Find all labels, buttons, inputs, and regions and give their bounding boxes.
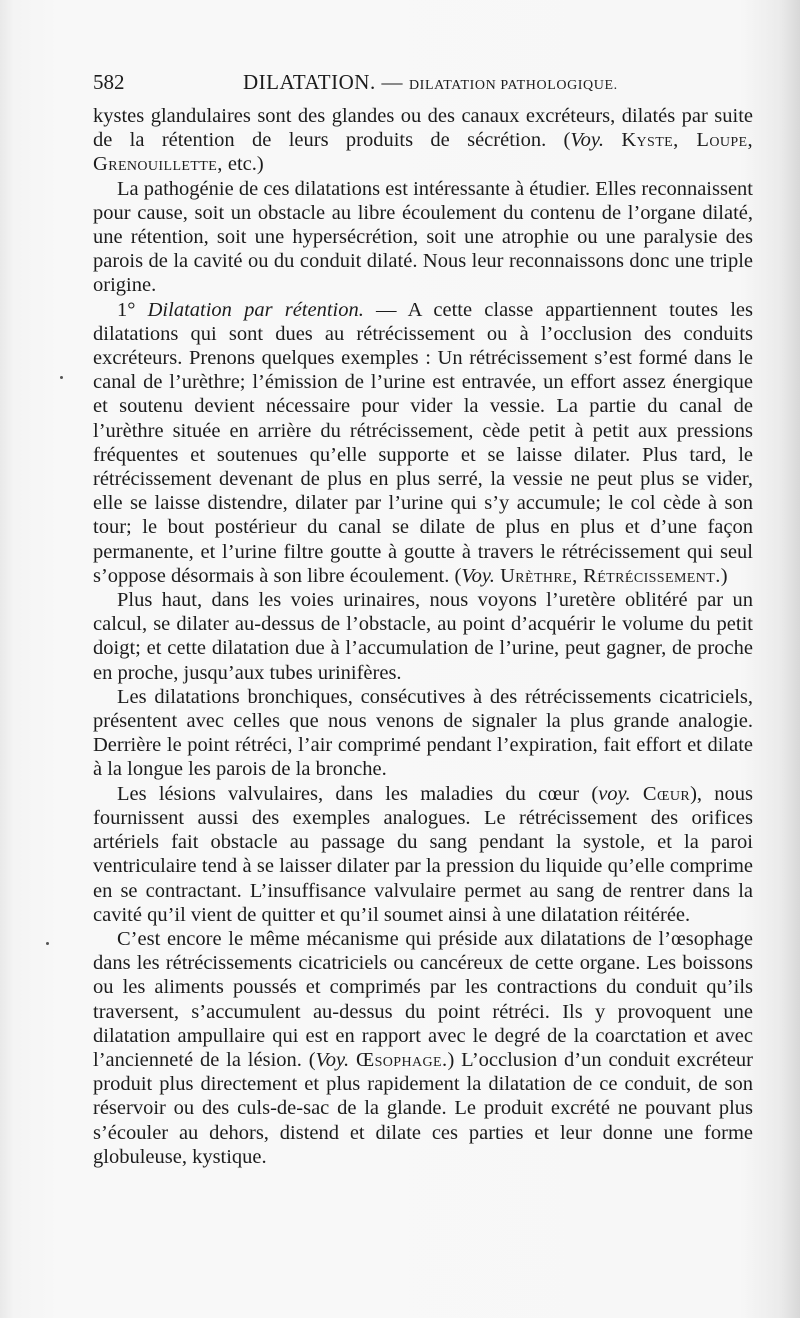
print-speck — [60, 376, 63, 379]
paragraph-text: Les lésions valvulaires, dans les maladies du cœur ( — [117, 782, 599, 805]
voy-reference: Voy. — [570, 129, 604, 152]
paragraph: Les dilatations bronchiques, consécutives à des rétrécissements cicatriciels, présentent avec celles que nous venons de signaler la plus grande analogie. Derrière le point rétréci, l’air comprimé pendant l’expiration, fait effort et dilate à la longue les parois de la bronche. — [93, 685, 753, 781]
paragraph-text: ) L’occlusion d’un conduit excréteur produit plus directement et plus rapidement la dilatation de ce conduit, de son réservoir ou des culs-de-sac de la glande. Le produit excrété ne pouvant plus s’écouler au dehors, distend et dilate ces parties et leur donne une forme globuleuse, kystique. — [93, 1048, 754, 1168]
paragraph-text: kystes glandulaires sont des glandes ou des canaux excréteurs, dilatés par suite de la rétention de leurs produits de sécrétion. ( — [93, 105, 753, 152]
paragraph — [93, 782, 753, 927]
voy-reference: Voy. — [315, 1048, 350, 1071]
paragraph — [93, 104, 753, 177]
cross-references: Cœur — [642, 782, 691, 805]
running-header — [93, 70, 753, 100]
section-heading: Dilatation par rétention. — [147, 298, 364, 321]
paragraph — [93, 927, 753, 1169]
header-title: DILATATION. — [243, 70, 376, 94]
paragraph-text: A cette classe appartiennent toutes les dilatations qui sont dues au rétrécissement ou à l’occlusion des conduits excréteurs. Prenons quelques exemples : Un rétrécissement s’est formé dans le canal de l’urèthre; l’émission de l’urine est entravée, un effort assez énergique et soutenu devient nécessaire pour vider la vessie. La partie du canal de l’urèthre située en arrière du rétrécissement, cède petit à petit aux pressions fréquentes et soutenues qu’elle supporte et se laisse dilater. Plus tard, le rétrécissement devenant de plus en plus serré, la vessie ne peut plus se vider, elle se laisse distendre, dilater par l’urine qui s’y accumule; le col cède à son tour; le bout postérieur du canal se dilate de plus en plus et d’une façon permanente, et l’urine filtre goutte à goutte à travers le rétrécissement qui seul s’oppose désormais à son libre écoulement. ( — [93, 298, 754, 587]
body-text — [93, 104, 753, 1169]
print-speck — [46, 942, 49, 945]
paragraph-text: ), nous fournissent aussi des exemples analogues. Le rétrécissement des orifices artériels fait obstacle au passage du sang pendant la systole, et la paroi ventriculaire tend à se laisser dilater par la pression du liquide qu’elle comprime en se contractant. L’insuffisance valvulaire permet au sang de rentrer dans la cavité qu’il vient de quitter et qu’il soumet ainsi à une dilatation réitérée. — [93, 782, 754, 926]
header-dash: — — [381, 70, 403, 94]
paragraph-text: etc.) — [222, 153, 264, 176]
paragraph-text: ) — [720, 564, 728, 587]
cross-references: Œsophage. — [355, 1048, 448, 1071]
cross-references: Kyste, Loupe, Grenouillette, — [93, 129, 753, 176]
voy-reference: voy. — [598, 782, 631, 805]
heading-dash: — — [376, 298, 397, 321]
running-title — [243, 70, 618, 95]
paragraph — [93, 298, 753, 588]
paragraph: Plus haut, dans les voies urinaires, nous voyons l’uretère oblitéré par un calcul, se dilater au-dessus de l’obstacle, au point d’acquérir le volume du petit doigt; et cette dilatation due à l’accumulation de l’urine, peut gagner, de proche en proche, jusqu’aux tubes urinifères. — [93, 589, 753, 684]
cross-references: Urèthre, Rétrécissement. — [500, 564, 721, 587]
paragraph: La pathogénie de ces dilatations est intéressante à étudier. Elles reconnaissent pour cause, soit un obstacle au libre écoulement du contenu de l’organe dilaté, une rétention, soit une hypersécrétion, soit une atrophie ou une paralysie des parois de la cavité ou du conduit dilaté. Nous leur reconnaissons donc une triple origine. — [93, 177, 753, 297]
paragraph-text: C’est encore le même mécanisme qui préside aux dilatations de l’œsophage dans les rétrécissements cicatriciels ou cancéreux de cette organe. Les boissons ou les aliments poussés et comprimés par les contractions du conduit qu’ils traversent, s’accumulent au-dessus du point rétréci. Ils y provoquent une dilatation ampullaire qui est en rapport avec le degré de la coarctation et avec l’ancienneté de la lésion. ( — [93, 927, 753, 1071]
page-number: 582 — [93, 70, 125, 94]
header-subtitle: DILATATION PATHOLOGIQUE. — [408, 78, 618, 93]
voy-reference: Voy. — [461, 564, 495, 587]
section-number: 1° — [117, 298, 136, 321]
